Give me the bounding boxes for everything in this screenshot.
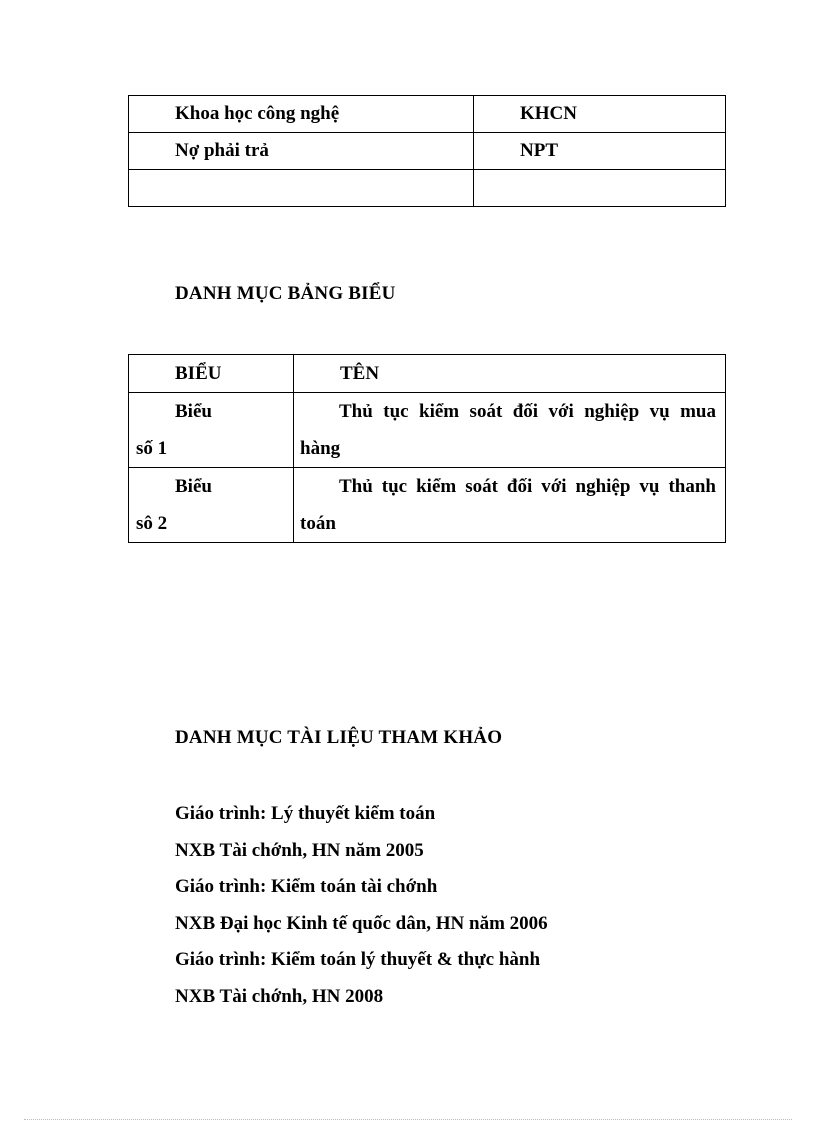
abbreviation-term: Nợ phải trả xyxy=(129,133,474,170)
table-header-row xyxy=(129,355,726,393)
chart-name-cell xyxy=(294,393,726,468)
list-item: NXB Đại học Kinh tế quốc dân, HN năm 2006 xyxy=(175,912,548,934)
chart-name-line1: Thủ tục kiểm soát đối với nghiệp vụ mua xyxy=(339,401,716,422)
table-row xyxy=(129,96,726,133)
chart-number-value: sô 2 xyxy=(136,513,168,534)
chart-name-cell xyxy=(294,468,726,543)
column-header-chart: BIỂU xyxy=(129,355,294,393)
chart-number-cell xyxy=(129,468,294,543)
references-list xyxy=(175,796,548,1016)
table-row xyxy=(129,393,726,468)
chart-name-line1: Thủ tục kiểm soát đối với nghiệp vụ thanh xyxy=(339,476,716,497)
chart-number-value: số 1 xyxy=(136,438,168,459)
page-bottom-divider xyxy=(24,1119,792,1120)
chart-name-line2: hàng xyxy=(300,438,341,459)
abbreviation-code xyxy=(474,170,726,207)
chart-list-table xyxy=(128,354,726,543)
abbreviation-table xyxy=(128,95,726,207)
chart-number-label: Biểu xyxy=(175,401,212,422)
abbreviation-term: Khoa học công nghệ xyxy=(129,96,474,133)
list-item: Giáo trình: Kiểm toán lý thuyết & thực hành xyxy=(175,949,541,971)
abbreviation-term xyxy=(129,170,474,207)
chart-number-cell xyxy=(129,393,294,468)
table-row xyxy=(129,170,726,207)
chart-number-label: Biểu xyxy=(175,476,212,497)
table-row xyxy=(129,133,726,170)
abbreviation-code: KHCN xyxy=(474,96,726,133)
list-item: NXB Tài chớnh, HN 2008 xyxy=(175,985,384,1007)
chart-name-line2: toán xyxy=(300,513,336,534)
table-row xyxy=(129,468,726,543)
references-heading: DANH MỤC TÀI LIỆU THAM KHẢO xyxy=(175,727,503,748)
list-item: NXB Tài chớnh, HN năm 2005 xyxy=(175,839,424,861)
list-item: Giáo trình: Kiểm toán tài chớnh xyxy=(175,876,438,898)
chart-list-heading: DANH MỤC BẢNG BIỂU xyxy=(175,283,396,304)
column-header-name: TÊN xyxy=(294,355,726,393)
abbreviation-code: NPT xyxy=(474,133,726,170)
list-item: Giáo trình: Lý thuyết kiểm toán xyxy=(175,803,436,824)
